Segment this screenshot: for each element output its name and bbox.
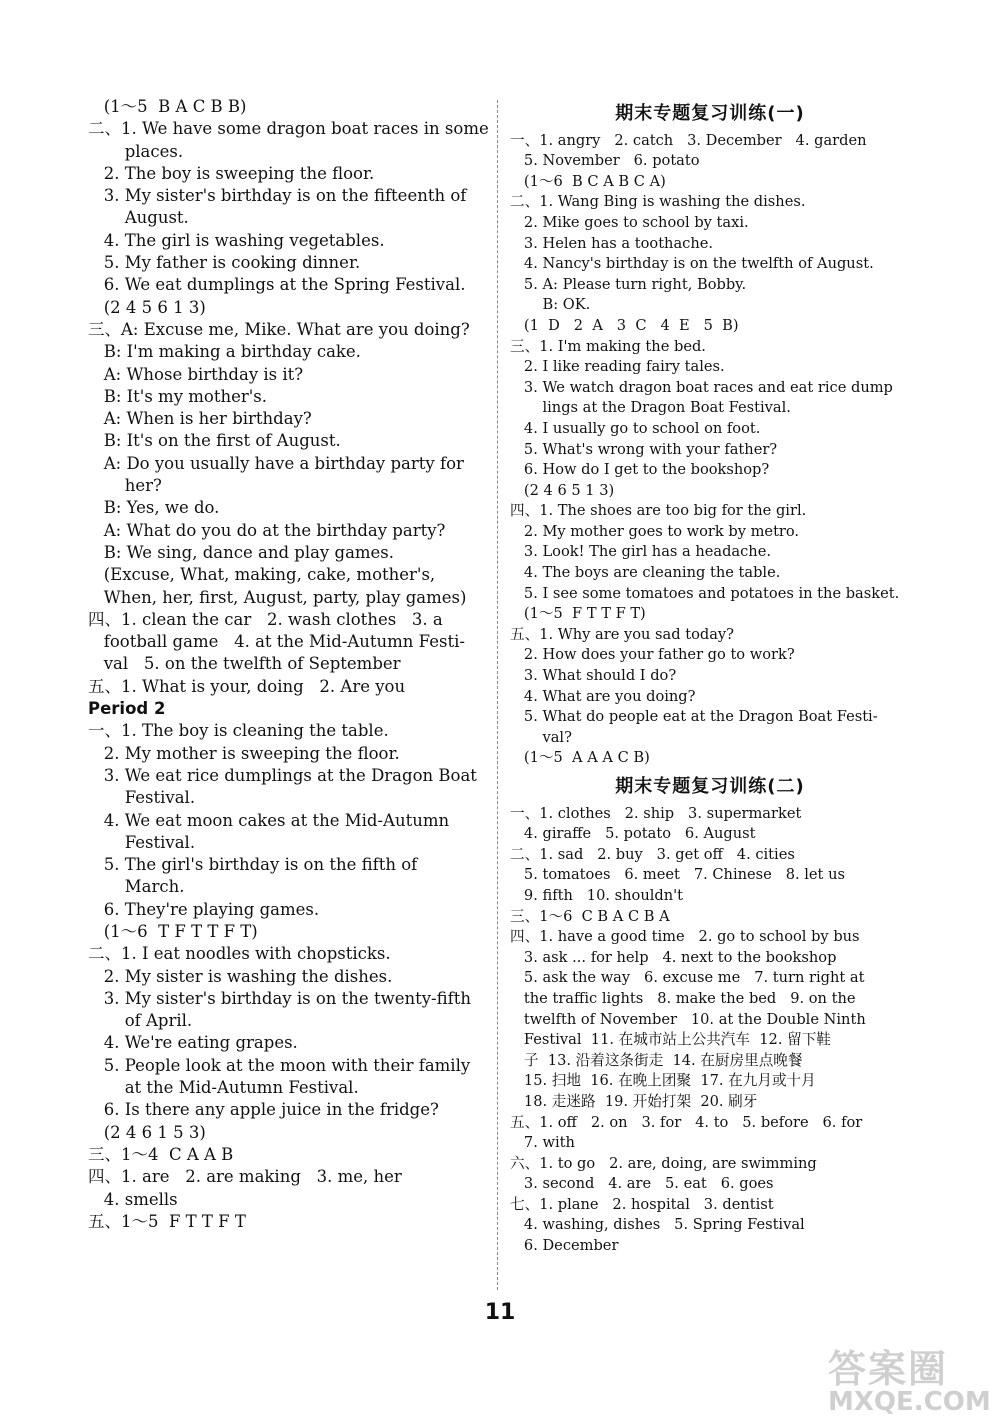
answer-line: (Excuse, What, making, cake, mother's, — [88, 565, 436, 585]
answer-line: When, her, first, August, party, play games) — [88, 587, 467, 607]
answer-line: 5. What's wrong with your father? — [510, 440, 778, 458]
answer-line: 四、1. are 2. are making 3. me, her — [88, 1167, 402, 1187]
answer-line: 5. tomatoes 6. meet 7. Chinese 8. let us — [510, 866, 845, 884]
answer-line: 6. Is there any apple juice in the fridge? — [88, 1100, 439, 1120]
answer-line: (1～6 B C A B C A) — [510, 172, 666, 190]
answer-line: 5. November 6. potato — [510, 152, 700, 170]
answer-line: the traffic lights 8. make the bed 9. on the — [510, 989, 856, 1007]
answer-line: 2. My mother goes to work by metro. — [510, 522, 800, 540]
answer-line: 4. I usually go to school on foot. — [510, 419, 761, 437]
answer-line: 5. A: Please turn right, Bobby. — [510, 275, 747, 293]
answer-line: 4. washing, dishes 5. Spring Festival — [510, 1216, 805, 1234]
answer-line: B: It's my mother's. — [88, 386, 268, 406]
answer-line: 4. The girl is washing vegetables. — [88, 230, 385, 250]
answer-line: March. — [88, 877, 185, 897]
answer-line: (1 D 2 A 3 C 4 E 5 B) — [510, 316, 739, 334]
answer-line: August. — [88, 208, 189, 228]
answer-line: 4. We're eating grapes. — [88, 1033, 298, 1053]
answer-line: lings at the Dragon Boat Festival. — [510, 399, 791, 417]
answer-line: (1～5 A A A C B) — [510, 749, 650, 767]
answer-line: her? — [88, 476, 162, 496]
watermark-url: MXQE.COM — [828, 1387, 991, 1417]
answer-line: B: Yes, we do. — [88, 498, 220, 518]
answer-line: 一、1. The boy is cleaning the table. — [88, 721, 389, 741]
answer-line: 3. second 4. are 5. eat 6. goes — [510, 1175, 774, 1193]
section-title: 期末专题复习训练(一) — [615, 103, 805, 124]
answer-line: 3. Helen has a toothache. — [510, 234, 714, 252]
answer-line: 3. My sister's birthday is on the fifteenth of — [88, 186, 467, 206]
answer-line: 四、1. have a good time 2. go to school by bus — [510, 928, 860, 946]
answer-line: 3. What should I do? — [510, 667, 677, 685]
answer-line: val 5. on the twelfth of September — [88, 654, 401, 674]
answer-line: 2. My sister is washing the dishes. — [88, 966, 393, 986]
answer-line: football game 4. at the Mid-Autumn Festi- — [88, 632, 465, 652]
answer-line: 二、1. I eat noodles with chopsticks. — [88, 944, 391, 964]
answer-line: 一、1. angry 2. catch 3. December 4. garden — [510, 131, 867, 149]
answer-line: A: What do you do at the birthday party? — [88, 520, 446, 540]
answer-line: 三、1～4 C A A B — [88, 1144, 234, 1164]
answer-line: (2 4 6 5 1 3) — [510, 481, 615, 499]
answer-line: 五、1. Why are you sad today? — [510, 625, 734, 643]
answer-line: 5. ask the way 6. excuse me 7. turn right at — [510, 969, 865, 987]
answer-line: at the Mid-Autumn Festival. — [88, 1078, 359, 1098]
answer-line: 一、1. clothes 2. ship 3. supermarket — [510, 804, 802, 822]
watermark-logo-text: 答案圈 — [828, 1347, 949, 1391]
answer-line: places. — [88, 141, 184, 161]
answer-line: 5. My father is cooking dinner. — [88, 253, 361, 273]
answer-line: 4. We eat moon cakes at the Mid-Autumn — [88, 810, 450, 830]
answer-line: 二、1. Wang Bing is washing the dishes. — [510, 193, 806, 211]
answer-line: 3. We watch dragon boat races and eat rice dump — [510, 378, 893, 396]
answer-line: (2 4 6 1 5 3) — [88, 1122, 206, 1142]
answer-line: 2. My mother is sweeping the floor. — [88, 743, 400, 763]
answer-line: 4. The boys are cleaning the table. — [510, 564, 781, 582]
answer-line: 5. What do people eat at the Dragon Boat Festi- — [510, 708, 878, 726]
answer-line: Festival. — [88, 788, 196, 808]
answer-line: 三、1～6 C B A C B A — [510, 907, 670, 925]
answer-line: (1～5 F T T F T) — [510, 605, 646, 623]
answer-line: B: We sing, dance and play games. — [88, 542, 395, 562]
answer-line: 3. We eat rice dumplings at the Dragon Boat — [88, 765, 477, 785]
answer-line: (2 4 5 6 1 3) — [88, 297, 206, 317]
answer-line: 二、1. sad 2. buy 3. get off 4. cities — [510, 845, 795, 863]
answer-line: 4. Nancy's birthday is on the twelfth of August. — [510, 255, 874, 273]
answer-line: 15. 扫地 16. 在晚上团聚 17. 在九月或十月 — [510, 1072, 816, 1090]
answer-line: B: I'm making a birthday cake. — [88, 342, 361, 362]
answer-line: 二、1. We have some dragon boat races in some — [88, 119, 489, 139]
answer-line: 6. How do I get to the bookshop? — [510, 461, 770, 479]
right-answer-column — [510, 96, 910, 1257]
page-number: 11 — [484, 1300, 516, 1325]
answer-line: 7. with — [510, 1134, 575, 1152]
answer-line: 9. fifth 10. shouldn't — [510, 886, 684, 904]
answer-line: 三、1. I'm making the bed. — [510, 337, 706, 355]
column-divider — [497, 100, 498, 1290]
answer-line: 五、1. What is your, doing 2. Are you — [88, 676, 406, 696]
answer-line: 4. smells — [88, 1189, 178, 1209]
answer-line: 6. They're playing games. — [88, 899, 320, 919]
answer-line: val? — [510, 728, 572, 746]
answer-line: 6. December — [510, 1237, 619, 1255]
answer-line: of April. — [88, 1011, 193, 1031]
answer-line: A: Do you usually have a birthday party for — [88, 453, 464, 473]
answer-line: Festival 11. 在城市站上公共汽车 12. 留下鞋 — [510, 1031, 831, 1049]
watermark-logo — [828, 1338, 996, 1418]
answer-line: 3. ask ... for help 4. next to the bookshop — [510, 948, 837, 966]
period-heading: Period 2 — [88, 699, 166, 719]
section-title: 期末专题复习训练(二) — [615, 776, 805, 797]
answer-line: 六、1. to go 2. are, doing, are swimming — [510, 1154, 817, 1172]
answer-line: 4. What are you doing? — [510, 687, 696, 705]
answer-line: 四、1. The shoes are too big for the girl. — [510, 502, 807, 520]
answer-line: A: When is her birthday? — [88, 409, 312, 429]
answer-line: 18. 走迷路 19. 开始打架 20. 刷牙 — [510, 1092, 758, 1110]
answer-line: 4. giraffe 5. potato 6. August — [510, 825, 756, 843]
answer-line: 2. The boy is sweeping the floor. — [88, 163, 375, 183]
answer-line: 5. People look at the moon with their family — [88, 1055, 471, 1075]
answer-line: (1～6 T F T T F T) — [88, 921, 258, 941]
answer-line: B: OK. — [510, 296, 591, 314]
answer-line: 2. How does your father go to work? — [510, 646, 795, 664]
answer-line: 三、A: Excuse me, Mike. What are you doing? — [88, 319, 470, 339]
answer-line: 5. The girl's birthday is on the fifth of — [88, 855, 418, 875]
answer-line: A: Whose birthday is it? — [88, 364, 304, 384]
answer-line: twelfth of November 10. at the Double Ninth — [510, 1010, 866, 1028]
answer-line: 3. Look! The girl has a headache. — [510, 543, 771, 561]
answer-line: 2. I like reading fairy tales. — [510, 358, 725, 376]
answer-line: 四、1. clean the car 2. wash clothes 3. a — [88, 609, 443, 629]
answer-line: B: It's on the first of August. — [88, 431, 341, 451]
answer-line: 五、1. off 2. on 3. for 4. to 5. before 6. for — [510, 1113, 863, 1131]
answer-line: 子 13. 沿着这条街走 14. 在厨房里点晚餐 — [510, 1051, 803, 1069]
answer-line: 五、1～5 F T T F T — [88, 1211, 246, 1231]
answer-line: 6. We eat dumplings at the Spring Festival. — [88, 275, 466, 295]
answer-line: 七、1. plane 2. hospital 3. dentist — [510, 1195, 774, 1213]
answer-line: 5. I see some tomatoes and potatoes in the basket. — [510, 584, 900, 602]
answer-line: 2. Mike goes to school by taxi. — [510, 213, 749, 231]
answer-line: 3. My sister's birthday is on the twenty-fifth — [88, 988, 471, 1008]
answer-line: Festival. — [88, 832, 196, 852]
left-answer-column — [88, 96, 492, 1233]
answer-line: (1～5 B A C B B) — [88, 97, 247, 116]
